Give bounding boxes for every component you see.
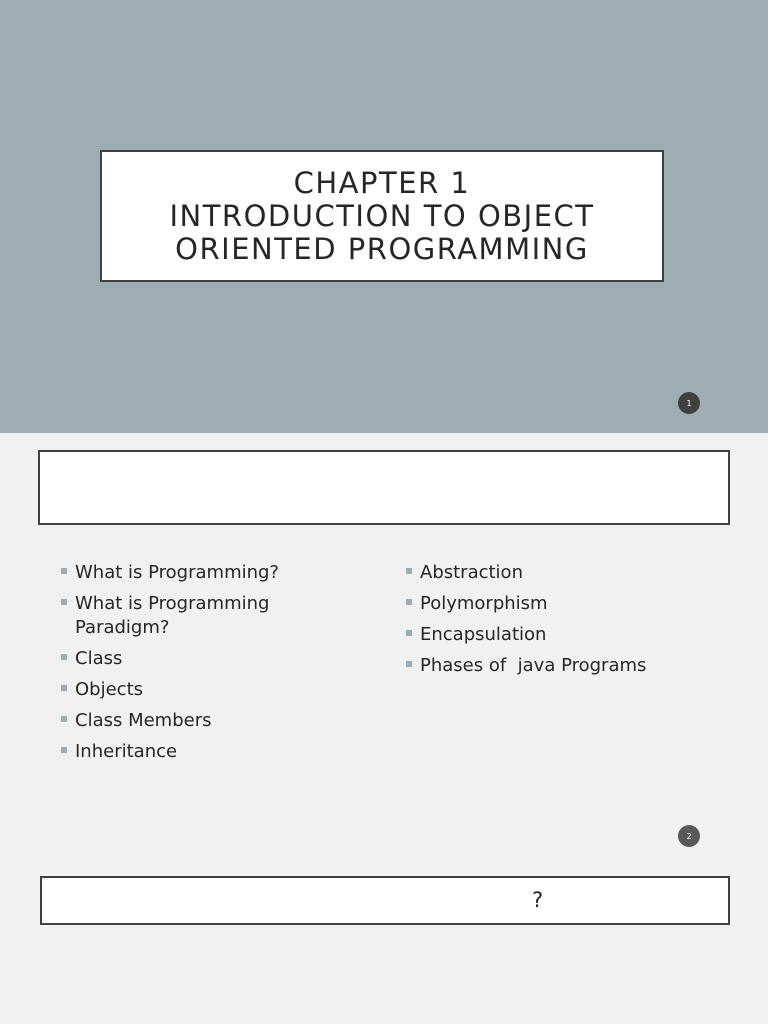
list-item: [60, 740, 360, 764]
square-bullet-icon: [61, 654, 67, 660]
slide-heading: ?: [532, 888, 544, 912]
list-item: [405, 654, 735, 678]
slide-number-badge: 2: [678, 825, 700, 847]
title-box: [100, 150, 664, 282]
slide-number-badge: 1: [678, 392, 700, 414]
bullet-list-right: [405, 561, 735, 685]
square-bullet-icon: [61, 568, 67, 574]
list-item-text: Class Members: [75, 710, 212, 731]
title-line-1: CHAPTER 1: [293, 165, 471, 200]
list-item-text: Abstraction: [420, 562, 523, 583]
list-item: [405, 623, 735, 647]
list-item-text: Inheritance: [75, 741, 178, 762]
title-line-2: INTRODUCTION TO OBJECT: [169, 198, 595, 233]
list-item-text: Objects: [75, 679, 144, 700]
list-item: [60, 709, 360, 733]
slide-2: [0, 433, 768, 866]
list-item: [60, 678, 360, 702]
bullet-list-left: [60, 561, 360, 771]
heading-box: [40, 876, 730, 925]
square-bullet-icon: [406, 630, 412, 636]
list-item-text: Phases of java Programs: [420, 655, 647, 676]
list-item: [60, 647, 360, 671]
square-bullet-icon: [61, 599, 67, 605]
square-bullet-icon: [406, 661, 412, 667]
list-item-text: What is Programming: [75, 593, 270, 614]
list-item: [60, 592, 360, 640]
list-item-text: What is Programming?: [75, 562, 279, 583]
list-item: [405, 592, 735, 616]
list-item-text: Polymorphism: [420, 593, 548, 614]
heading-box: [38, 450, 730, 525]
square-bullet-icon: [406, 599, 412, 605]
slide-3: [0, 866, 768, 1024]
list-item: [405, 561, 735, 585]
title-line-3: ORIENTED PROGRAMMING: [175, 231, 589, 266]
square-bullet-icon: [61, 716, 67, 722]
list-item-text: Class: [75, 648, 123, 669]
list-item: [60, 561, 360, 585]
slide-1: [0, 0, 768, 433]
square-bullet-icon: [61, 747, 67, 753]
square-bullet-icon: [61, 685, 67, 691]
list-item-text: Paradigm?: [75, 617, 170, 638]
square-bullet-icon: [406, 568, 412, 574]
list-item-text: Encapsulation: [420, 624, 547, 645]
